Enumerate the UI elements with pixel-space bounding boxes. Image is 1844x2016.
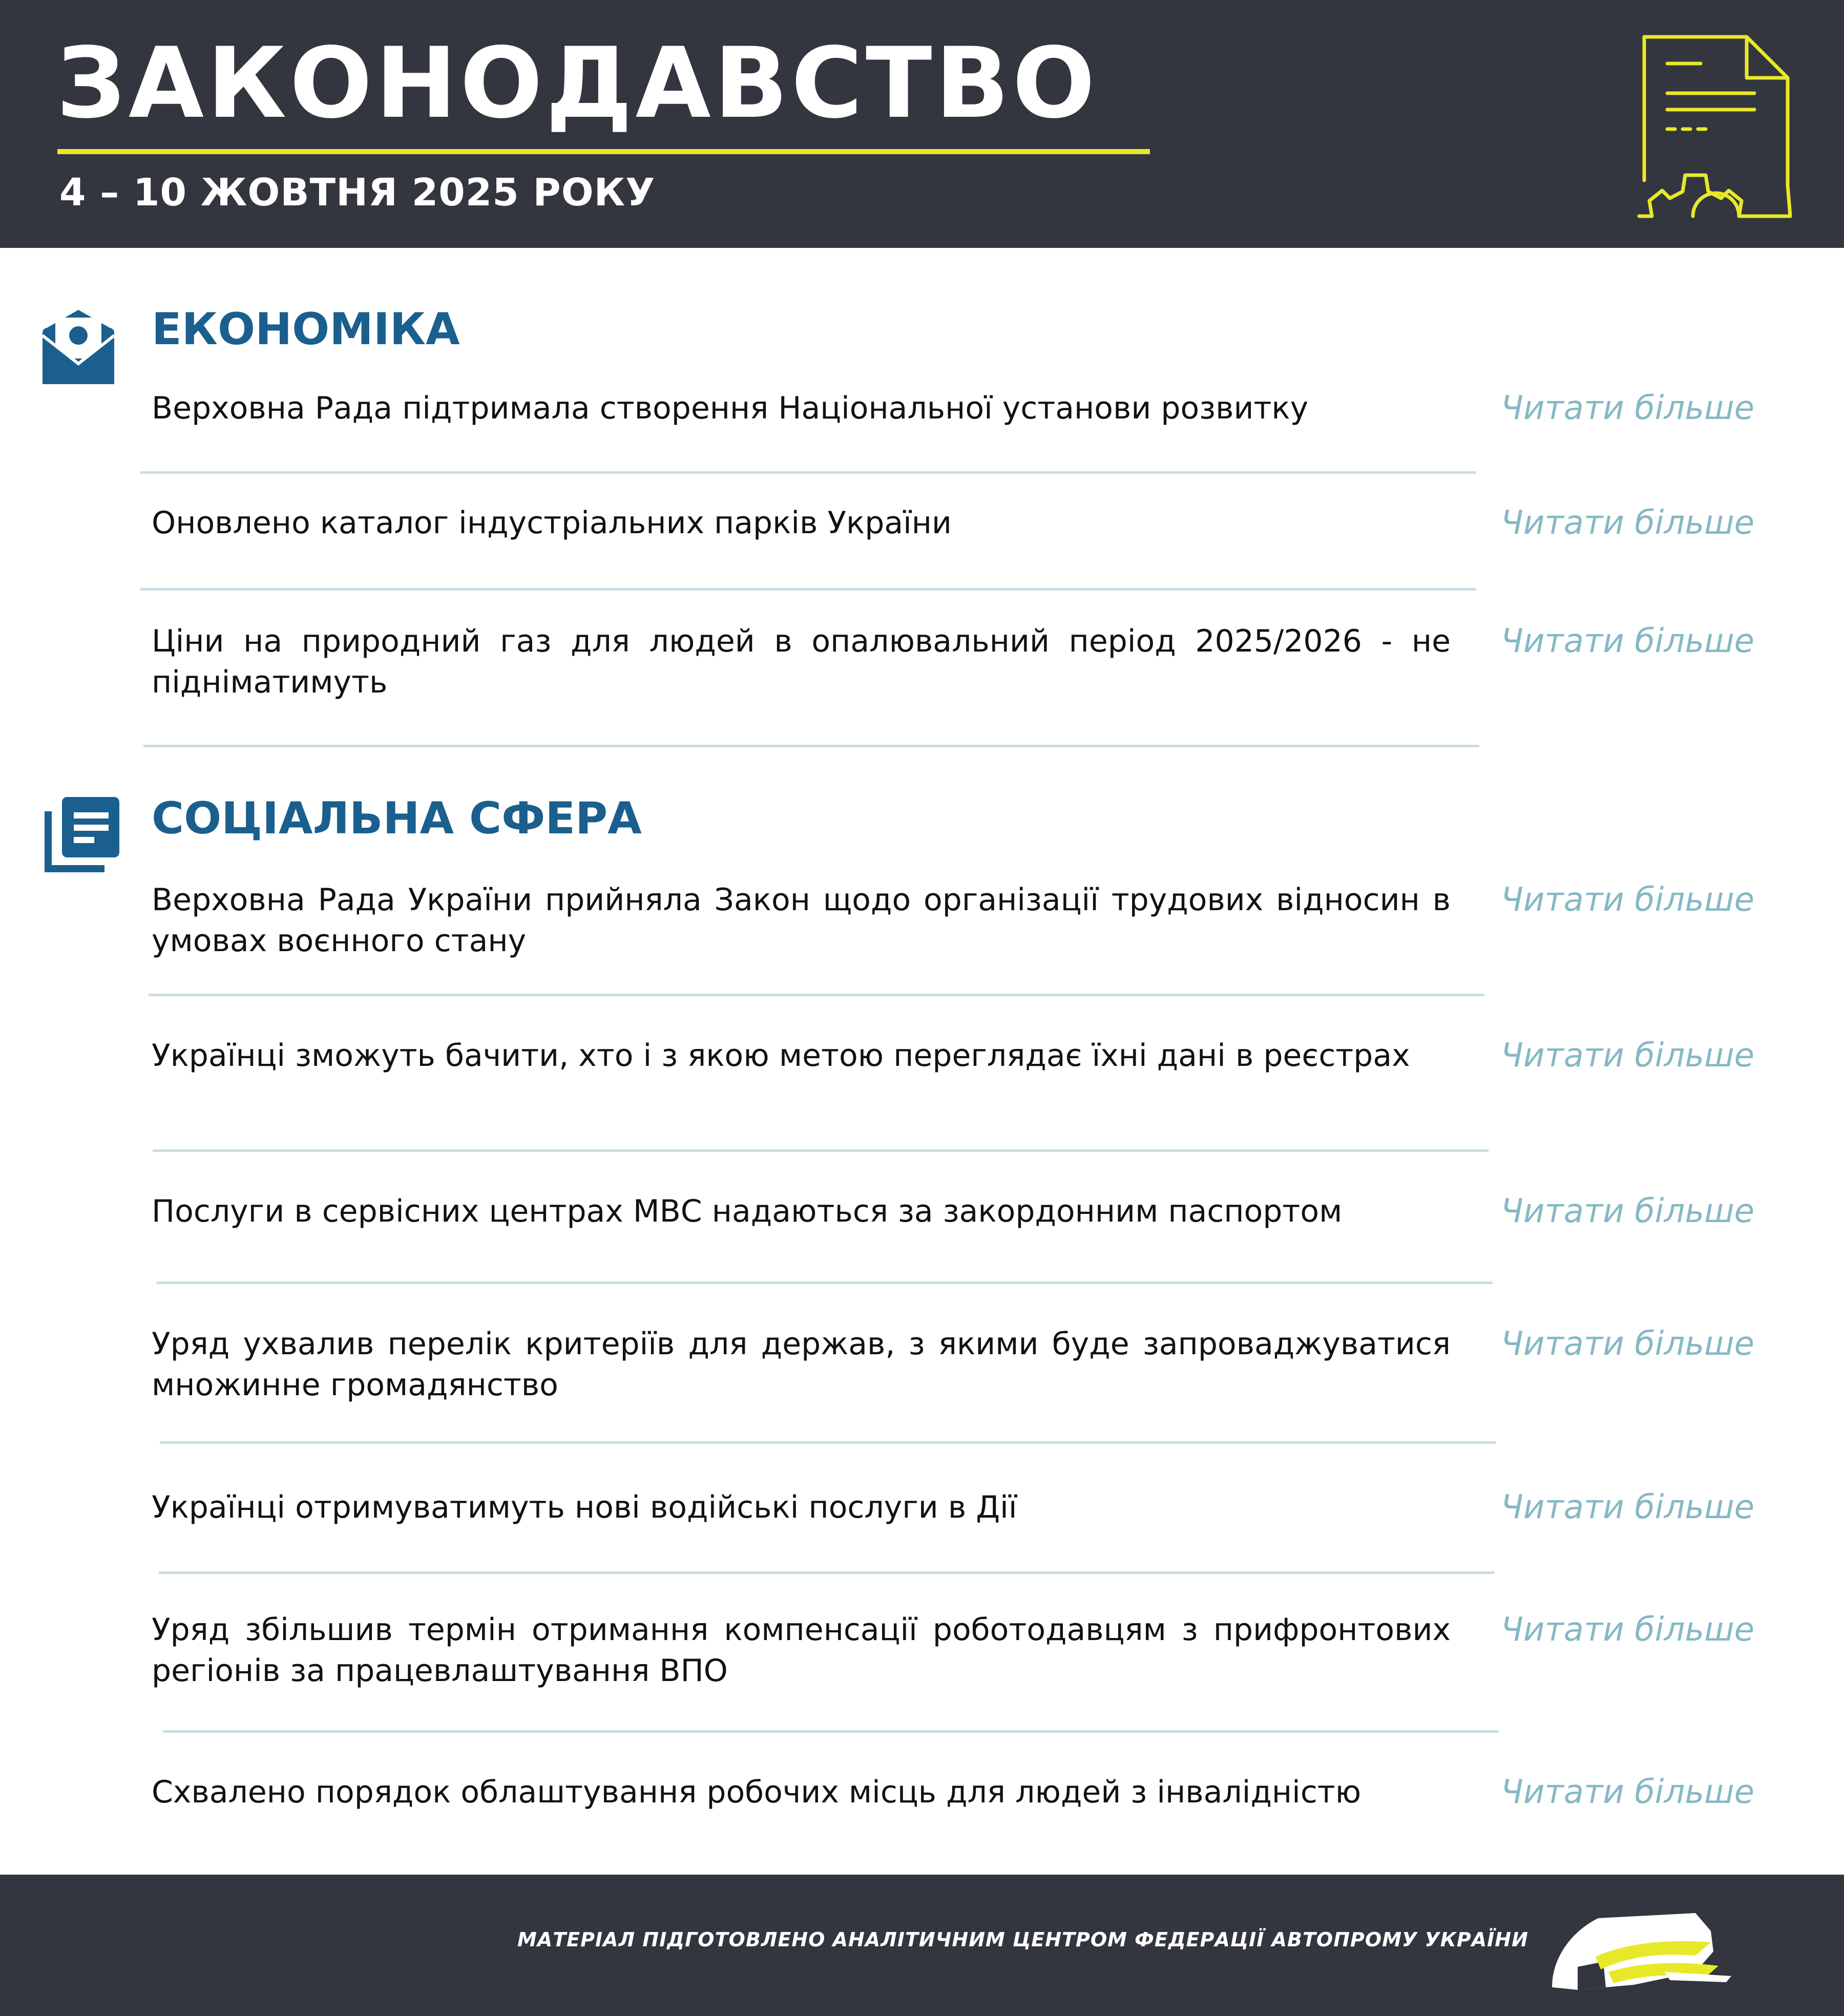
news-item-text: Уряд ухвалив перелік критеріїв для держав, з якими буде запроваджуватися множинне громадянство [152, 1326, 1451, 1403]
header-banner [0, 0, 1844, 248]
read-more-link[interactable]: Читати більше [1501, 504, 1754, 542]
divider [140, 588, 1476, 591]
read-more-link[interactable]: Читати більше [1501, 881, 1754, 919]
news-item-text: Українці отримуватимуть нові водійські послуги в Дії [152, 1489, 1017, 1525]
divider [160, 1441, 1496, 1444]
news-item-text: Ціни на природний газ для людей в опалювальний період 2025/2026 - не підніматимуть [152, 623, 1451, 700]
divider [159, 1571, 1495, 1574]
document-gear-icon [1634, 32, 1798, 226]
news-item-text: Схвалено порядок облаштування робочих місць для людей з інвалідністю [152, 1774, 1361, 1810]
news-item-text: Верховна Рада України прийняла Закон щодо організації трудових відносин в умовах воєнного стану [152, 882, 1451, 959]
read-more-link[interactable]: Читати більше [1501, 389, 1754, 427]
read-more-link[interactable]: Читати більше [1501, 1192, 1754, 1230]
divider [149, 994, 1484, 996]
documents-icon [44, 796, 121, 873]
section-title-economy: ЕКОНОМІКА [152, 304, 460, 355]
read-more-link[interactable]: Читати більше [1501, 622, 1754, 660]
read-more-link[interactable]: Читати більше [1501, 1325, 1754, 1363]
read-more-link[interactable]: Читати більше [1501, 1488, 1754, 1526]
page-title: ЗАКОНОДАВСТВО [56, 27, 1098, 140]
date-range: 4 – 10 ЖОВТНЯ 2025 РОКУ [59, 171, 656, 215]
envelope-icon [40, 307, 117, 384]
divider [163, 1730, 1499, 1733]
divider [157, 1282, 1493, 1284]
news-item-text: Послуги в сервісних центрах МВС надаються за закордонним паспортом [152, 1193, 1343, 1229]
news-item-text: Оновлено каталог індустріальних парків України [152, 505, 952, 541]
footer-banner [0, 1875, 1844, 2016]
read-more-link[interactable]: Читати більше [1501, 1611, 1754, 1649]
car-logo [1542, 1895, 1757, 1998]
news-item-text: Верховна Рада підтримала створення Національної установи розвитку [152, 390, 1309, 426]
read-more-link[interactable]: Читати більше [1501, 1773, 1754, 1811]
divider [143, 745, 1479, 747]
news-item-text: Уряд збільшив термін отримання компенсації роботодавцям з прифронтових регіонів за працевлаштування ВПО [152, 1612, 1451, 1689]
footer-credit: МАТЕРІАЛ ПІДГОТОВЛЕНО АНАЛІТИЧНИМ ЦЕНТРОМ ФЕДЕРАЦІЇ АВТОПРОМУ УКРАЇНИ [517, 1928, 1528, 1951]
title-underline [57, 149, 1150, 154]
divider [140, 471, 1476, 474]
read-more-link[interactable]: Читати більше [1501, 1037, 1754, 1075]
news-item-text: Українці зможуть бачити, хто і з якою метою переглядає їхні дані в реєстрах [152, 1038, 1410, 1074]
section-title-social: СОЦІАЛЬНА СФЕРА [152, 793, 642, 844]
divider [153, 1149, 1489, 1152]
